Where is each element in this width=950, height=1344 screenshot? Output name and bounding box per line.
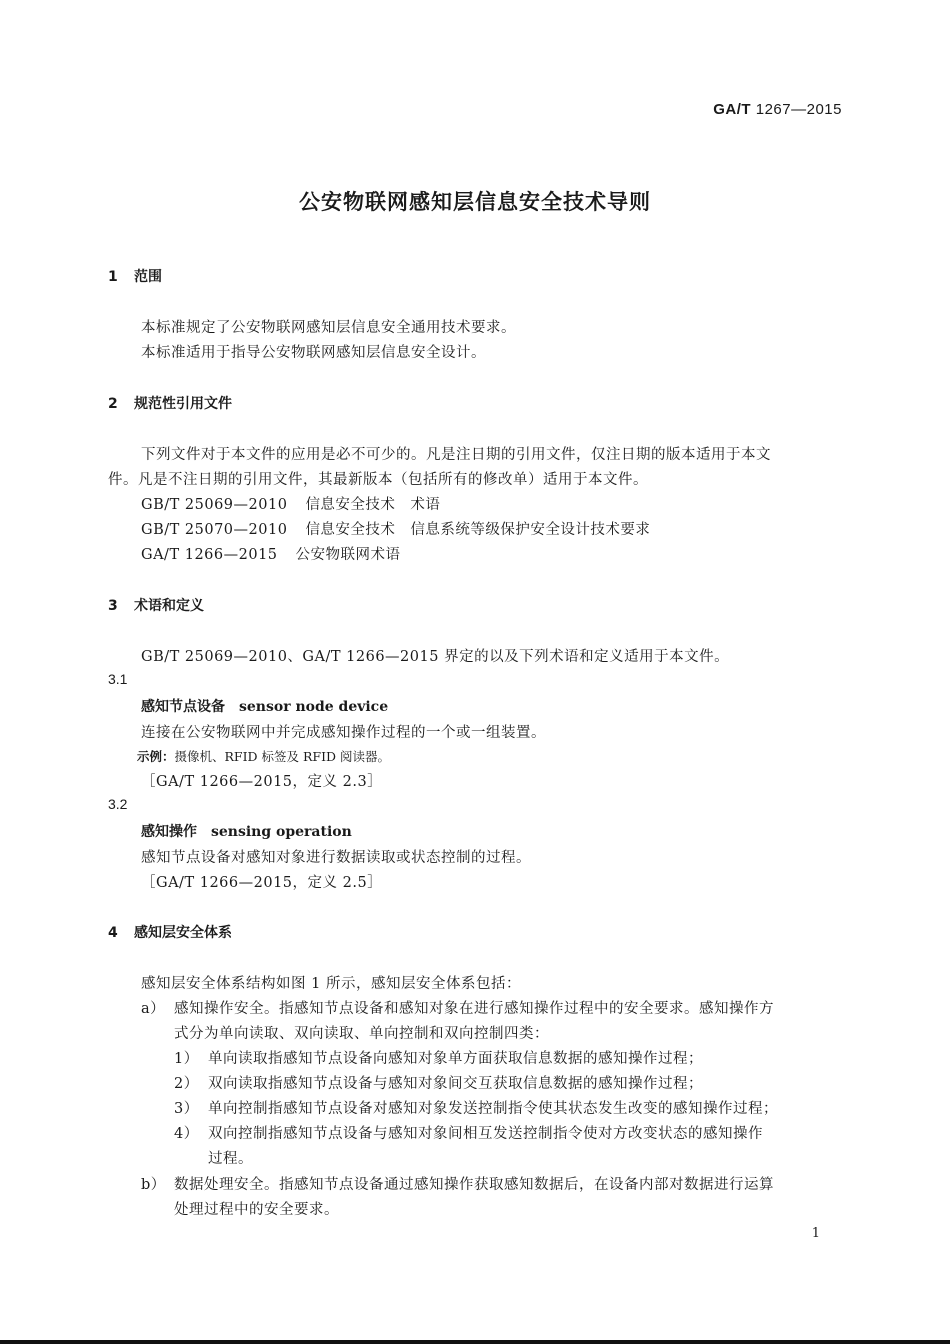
term-definition: 连接在公安物联网中并完成感知操作过程的一个或一组装置。 [141,725,546,741]
reference-item [141,543,401,564]
term-name-en: sensor node device [239,699,389,715]
term-name-zh: 感知节点设备 [141,699,225,715]
standard-number [713,101,842,118]
section-1-title: 范围 [134,269,162,285]
sub-item-text: 单向读取指感知节点设备向感知对象单方面获取信息数据的感知操作过程； [208,1051,703,1067]
term-definition: 感知节点设备对感知对象进行数据读取或状态控制的过程。 [141,850,531,866]
sub-item-label: 4） [174,1126,199,1142]
example-text: 摄像机、RFID 标签及 RFID 阅读器。 [174,749,391,764]
sub-item-label: 3） [174,1101,199,1117]
sub-item-label: 1） [174,1051,199,1067]
sub-item-text: 单向控制指感知节点设备对感知对象发送控制指令使其状态发生改变的感知操作过程； [208,1101,778,1117]
standard-prefix: GA/T [713,101,752,118]
term-number: 3.1 [108,671,128,687]
scope-paragraph-1: 本标准规定了公安物联网感知层信息安全通用技术要求。 [141,320,516,336]
list-item-a-label: a） [141,1001,166,1017]
term-source: ［GA/T 1266—2015，定义 2.5］ [141,875,383,891]
reference-item [141,493,440,514]
section-3-number: 3 [108,598,118,614]
page-number: 1 [811,1226,820,1241]
sub-item-text: 双向读取指感知节点设备与感知对象间交互获取信息数据的感知操作过程； [208,1076,703,1092]
term-name [141,696,388,716]
list-item-b-line-2: 处理过程中的安全要求。 [174,1202,339,1218]
list-item-a-line-1: 感知操作安全。指感知节点设备和感知对象在进行感知操作过程中的安全要求。感知操作方 [174,1001,774,1017]
section-1-number: 1 [108,269,118,285]
term-name [141,821,352,841]
section-2-number: 2 [108,396,118,412]
section-2-heading [108,393,232,413]
reference-item [141,518,650,539]
list-item-b-label: b） [141,1177,166,1193]
term-number: 3.2 [108,796,128,812]
term-example [137,747,390,765]
normative-intro-line-1: 下列文件对于本文件的应用是必不可少的。凡是注日期的引用文件，仅注日期的版本适用于本文 [141,447,771,463]
term-name-en: sensing operation [211,824,352,840]
sub-item-4-continuation: 过程。 [208,1151,253,1167]
section-3-heading [108,595,204,615]
reference-code: GA/T 1266—2015 [141,547,278,563]
section-3-title: 术语和定义 [134,598,204,614]
reference-code: GB/T 25069—2010 [141,497,288,513]
list-item-a-line-2: 式分为单向读取、双向读取、单向控制和双向控制四类： [174,1026,549,1042]
reference-title: 公安物联网术语 [295,547,401,563]
reference-code: GB/T 25070—2010 [141,522,288,538]
sub-item-text: 双向控制指感知节点设备与感知对象间相互发送控制指令使对方改变状态的感知操作 [208,1126,763,1142]
reference-title: 信息安全技术 术语 [305,497,441,513]
section-4-heading [108,922,232,942]
section-4-title: 感知层安全体系 [134,925,232,941]
example-label: 示例： [137,749,175,764]
reference-title: 信息安全技术 信息系统等级保护安全设计技术要求 [305,522,651,538]
normative-intro-line-2: 件。凡是不注日期的引用文件，其最新版本（包括所有的修改单）适用于本文件。 [108,472,648,488]
sub-item-label: 2） [174,1076,199,1092]
term-name-zh: 感知操作 [141,824,197,840]
scope-paragraph-2: 本标准适用于指导公安物联网感知层信息安全设计。 [141,345,486,361]
list-item-b-line-1: 数据处理安全。指感知节点设备通过感知操作获取感知数据后，在设备内部对数据进行运算 [174,1177,774,1193]
terms-intro: GB/T 25069—2010、GA/T 1266—2015 界定的以及下列术语和定义适用于本文件。 [141,649,730,665]
document-title: 公安物联网感知层信息安全技术导则 [299,190,651,214]
section-2-title: 规范性引用文件 [134,396,232,412]
page-bottom-border [0,1340,950,1344]
term-source: ［GA/T 1266—2015，定义 2.3］ [141,774,383,790]
section-4-number: 4 [108,925,118,941]
standard-code: 1267—2015 [755,101,842,118]
section-1-heading [108,266,162,286]
security-system-intro: 感知层安全体系结构如图 1 所示，感知层安全体系包括： [141,976,521,992]
